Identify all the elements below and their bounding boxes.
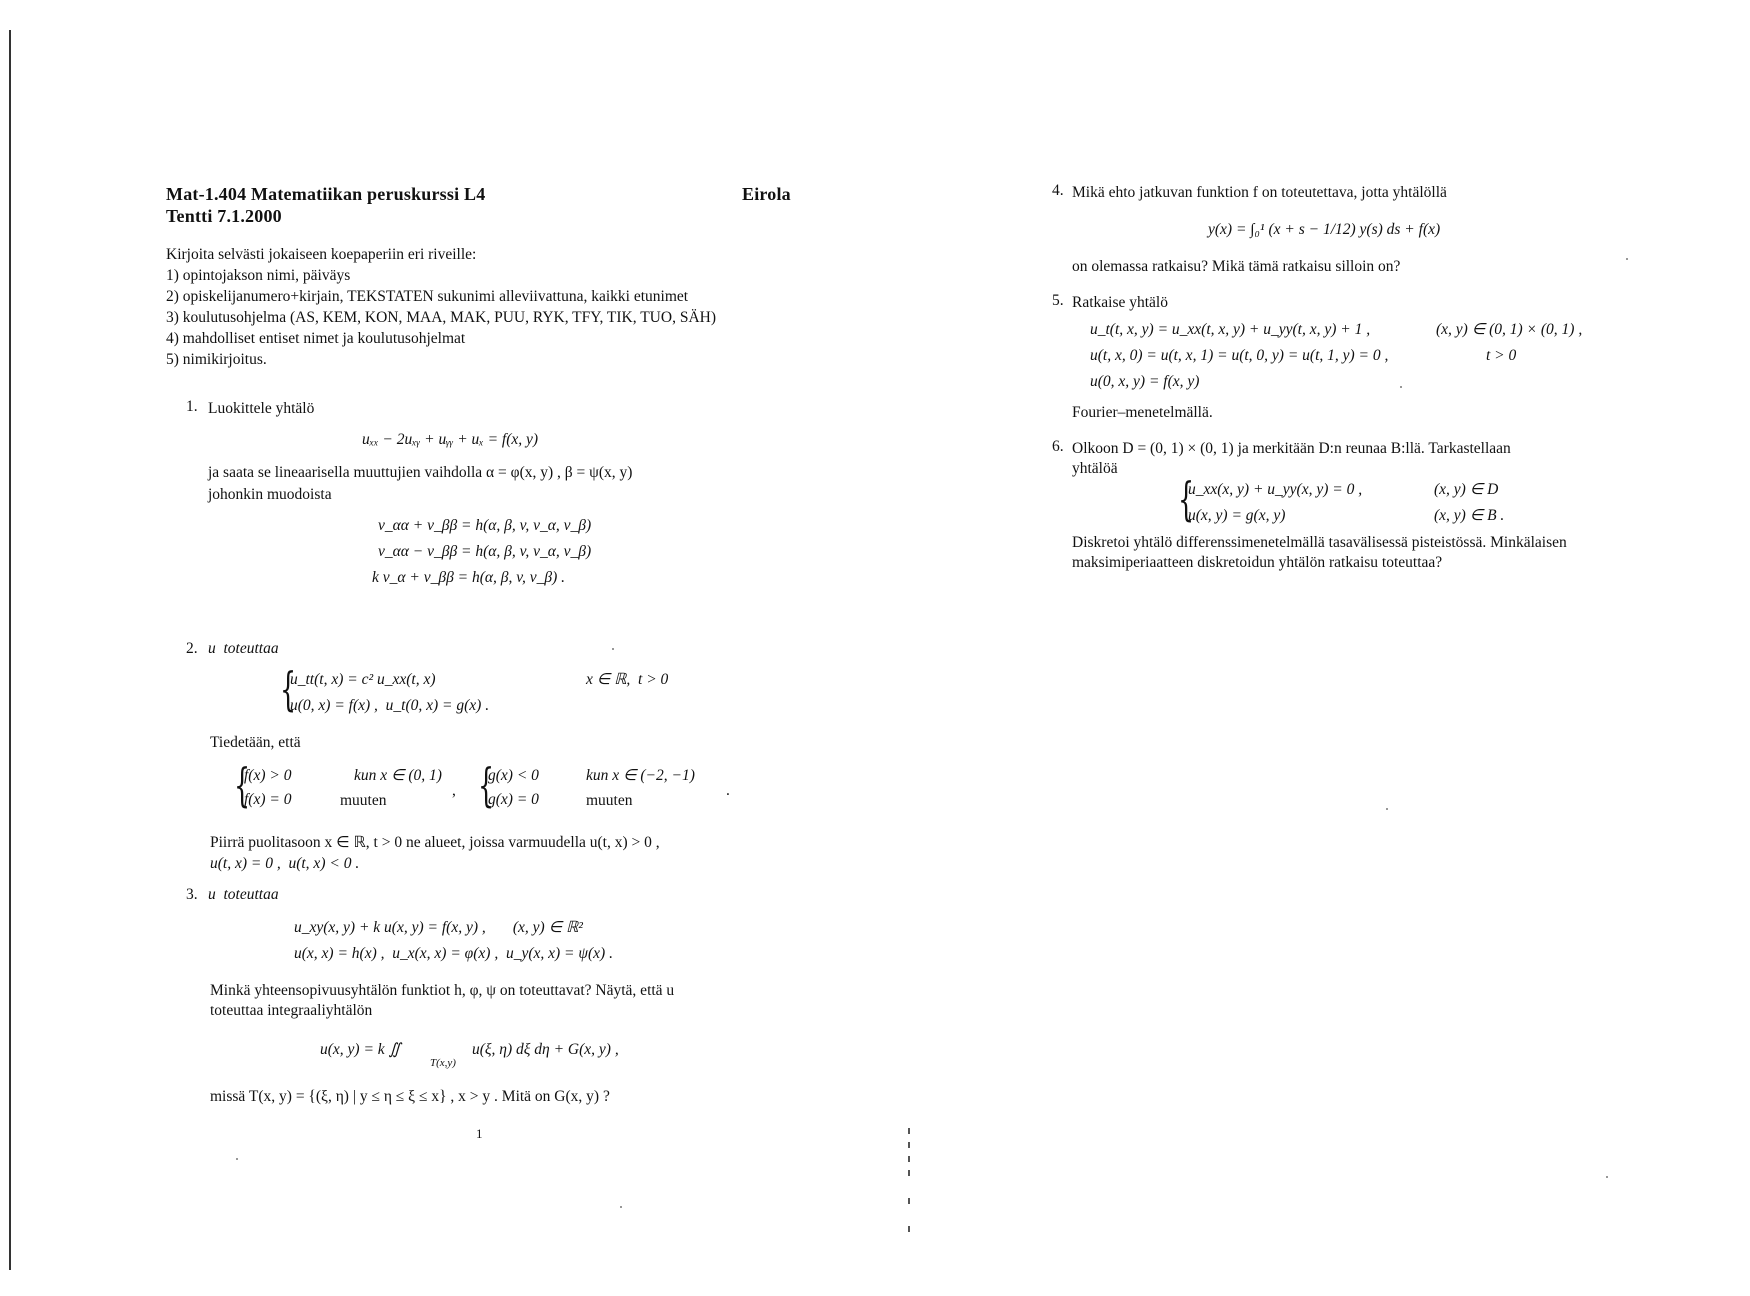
q2-f-case-condition: muuten [340,792,387,809]
page-number: 1 [476,1126,483,1141]
q6-system-condition: (x, y) ∈ D [1434,481,1499,498]
left-brace-icon: { [1178,472,1195,526]
scan-artifact [908,1198,910,1204]
question-number: 6. [1052,438,1064,455]
q6-text: Olkoon D = (0, 1) × (0, 1) ja merkitään D:n reunaa B:llä. Tarkastellaan [1072,440,1511,457]
scan-artifact [1386,808,1388,810]
scan-artifact [1626,258,1628,260]
q2-system: u_tt(t, x) = c² u_xx(t, x) [290,671,436,688]
q2-f-case: f(x) = 0 [244,791,292,808]
instruction-item: 1) opintojakson nimi, päiväys [166,267,351,284]
q2-g-case-condition: kun x ∈ (−2, −1) [586,767,695,784]
instruction-item: 3) koulutusohjelma (AS, KEM, KON, MAA, MAK, PUU, RYK, TFY, TIK, TUO, SÄH) [166,309,716,326]
q5-equation: u(t, x, 0) = u(t, x, 1) = u(t, 0, y) = u(t, 1, y) = 0 , [1090,347,1389,364]
q2-system: u(0, x) = f(x) , u_t(0, x) = g(x) . [290,697,490,714]
q3-integral-rhs: u(ξ, η) dξ dη + G(x, y) , [472,1041,619,1058]
q2-draw-text: Piirrä puolitasoon x ∈ ℝ, t > 0 ne alueet, joissa varmuudella u(t, x) > 0 , [210,834,660,851]
q1-text: ja saata se lineaarisella muuttujien vaihdolla α = φ(x, y) , β = ψ(x, y) [208,464,633,481]
separator-comma: , [452,782,456,799]
q5-equation-condition: (x, y) ∈ (0, 1) × (0, 1) , [1436,321,1583,338]
q5-equation-condition: t > 0 [1486,347,1517,364]
instruction-item: 5) nimikirjoitus. [166,351,267,368]
q6-system-condition: (x, y) ∈ B . [1434,507,1505,524]
instruction-item: 2) opiskelijanumero+kirjain, TEKSTATEN sukunimi alleviivattuna, kaikki etunimet [166,288,689,305]
instructions-intro: Kirjoita selvästi jokaiseen koepaperiin eri riveille: [166,246,477,263]
q2-title: u toteuttaa [208,640,279,657]
q3-equation: u_xy(x, y) + k u(x, y) = f(x, y) , (x, y) ∈ ℝ² [294,919,583,936]
q6-text: Diskretoi yhtälö differenssimenetelmällä tasavälisessä pisteistössä. Minkälaisen [1072,534,1567,551]
q1-title: Luokittele yhtälö [208,400,315,417]
q6-system: u_xx(x, y) + u_yy(x, y) = 0 , [1188,481,1363,498]
q2-f-case-condition: kun x ∈ (0, 1) [354,767,442,784]
q4-equation: y(x) = ∫₀¹ (x + s − 1/12) y(s) ds + f(x) [1208,221,1441,238]
scan-artifact [908,1226,910,1232]
q1-equation: uₓₓ − 2uₓᵧ + uᵧᵧ + uₓ = f(x, y) [362,431,539,448]
instruction-item: 4) mahdolliset entiset nimet ja koulutusohjelmat [166,330,466,347]
question-number: 1. [186,398,198,415]
question-number: 4. [1052,182,1064,199]
q5-title: Ratkaise yhtälö [1072,294,1168,311]
examiner-name: Eirola [742,184,791,204]
scan-artifact [1606,1176,1608,1178]
scan-artifact [620,1206,622,1208]
scan-edge-line [9,30,11,1270]
end-period: . [726,782,730,799]
q4-text: Mikä ehto jatkuvan funktion f on toteutettava, jotta yhtälöllä [1072,184,1447,201]
q2-g-case: g(x) < 0 [488,767,539,784]
scan-artifact [236,1158,238,1160]
q6-system: u(x, y) = g(x, y) [1188,507,1286,524]
q3-integral-domain: T(x,y) [430,1057,456,1069]
q2-g-case-condition: muuten [586,792,633,809]
q3-text: Minkä yhteensopivuusyhtälön funktiot h, φ, ψ on toteuttavat? Näytä, että u [210,982,675,999]
scan-artifact [1400,386,1402,388]
q6-text: maksimiperiaatteen diskretoidun yhtälön ratkaisu toteuttaa? [1072,554,1443,571]
course-title: Mat-1.404 Matematiikan peruskurssi L4 [166,184,486,204]
q1-form: k v_α + v_ββ = h(α, β, v, v_β) . [372,569,566,586]
scan-artifact [908,1156,910,1162]
q4-text: on olemassa ratkaisu? Mikä tämä ratkaisu silloin on? [1072,258,1401,275]
q3-where-text: missä T(x, y) = {(ξ, η) | y ≤ η ≤ ξ ≤ x} , x > y . Mitä on G(x, y) ? [210,1088,610,1105]
q2-system-condition: x ∈ ℝ, t > 0 [586,671,669,688]
q5-method: Fourier–menetelmällä. [1072,404,1213,421]
left-brace-icon: { [280,662,297,716]
scan-artifact [908,1142,910,1148]
q5-equation: u(0, x, y) = f(x, y) [1090,373,1200,390]
instructions [166,244,806,370]
question-number: 3. [186,886,198,903]
question-number: 2. [186,640,198,657]
q2-g-case: g(x) = 0 [488,791,539,808]
q3-title: u toteuttaa [208,886,279,903]
q1-text: johonkin muodoista [208,486,332,503]
left-brace-icon: { [478,758,495,812]
exam-date: Tentti 7.1.2000 [166,206,282,226]
q3-equation: u(x, x) = h(x) , u_x(x, x) = φ(x) , u_y(x, x) = ψ(x) . [294,945,613,962]
q6-text: yhtälöä [1072,460,1118,477]
q2-draw-text: u(t, x) = 0 , u(t, x) < 0 . [210,855,360,872]
left-brace-icon: { [234,758,251,812]
scan-artifact [612,648,614,650]
q2-f-case: f(x) > 0 [244,767,292,784]
q3-integral-lhs: u(x, y) = k ∬ [320,1041,401,1058]
question-number: 5. [1052,292,1064,309]
scan-artifact [908,1128,910,1134]
q5-equation: u_t(t, x, y) = u_xx(t, x, y) + u_yy(t, x, y) + 1 , [1090,321,1371,338]
scan-artifact [908,1170,910,1176]
q1-form: v_αα − v_ββ = h(α, β, v, v_α, v_β) [378,543,592,560]
q2-known: Tiedetään, että [210,734,301,751]
q1-form: v_αα + v_ββ = h(α, β, v, v_α, v_β) [378,517,592,534]
q3-text: toteuttaa integraaliyhtälön [210,1002,373,1019]
